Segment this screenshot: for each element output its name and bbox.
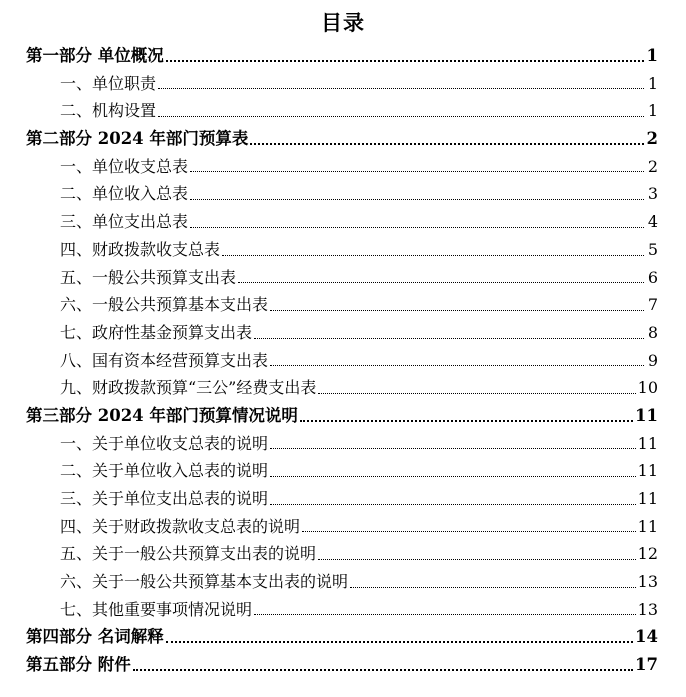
- dot-leader: [250, 142, 644, 145]
- toc-entry-page: 6: [647, 267, 658, 287]
- dot-leader: [254, 613, 636, 615]
- toc-entry-page: 7: [647, 295, 658, 315]
- toc-entry-page: 9: [647, 350, 658, 370]
- toc-entry-page: 12: [637, 544, 658, 564]
- dot-leader: [270, 447, 636, 449]
- toc-entry-page: 11: [637, 433, 658, 453]
- toc-entry-label: 第三部分 2024 年部门预算情况说明: [26, 405, 298, 425]
- toc-entry-label: 一、单位职责: [60, 73, 157, 93]
- toc-entry-label: 三、单位支出总表: [60, 212, 189, 232]
- toc-entry-page: 13: [637, 572, 658, 592]
- dot-leader: [302, 530, 636, 532]
- toc-entry-page: 14: [635, 627, 658, 647]
- dot-leader: [222, 254, 644, 256]
- toc-entry-label: 四、财政拨款收支总表: [60, 239, 221, 259]
- toc-entry-label: 一、单位收支总表: [60, 156, 189, 176]
- dot-leader: [270, 475, 636, 477]
- dot-leader: [270, 503, 636, 505]
- dot-leader: [133, 668, 633, 671]
- toc-entry-label: 一、关于单位收支总表的说明: [60, 433, 269, 453]
- toc-entry-page: 11: [635, 405, 658, 425]
- toc-entry-label: 二、机构设置: [60, 101, 157, 121]
- toc-entry-note-general-budget-basic[interactable]: [0, 568, 686, 596]
- dot-leader: [350, 586, 636, 588]
- toc-entry-part-3[interactable]: [0, 402, 686, 430]
- toc-entry-page: 5: [647, 239, 658, 259]
- toc-entry-other-matters[interactable]: [0, 596, 686, 624]
- toc-entry-part-5[interactable]: [0, 651, 686, 679]
- toc-entry-fiscal-allocation-total[interactable]: [0, 236, 686, 264]
- toc-entry-label: 第五部分 附件: [26, 655, 131, 675]
- toc-entry-unit-duties[interactable]: [0, 70, 686, 98]
- toc-entry-general-budget-basic-expense[interactable]: [0, 291, 686, 319]
- toc-entry-page: 17: [635, 655, 658, 675]
- dot-leader: [300, 419, 633, 422]
- toc-entry-part-2[interactable]: [0, 125, 686, 153]
- toc-entry-expense-total[interactable]: [0, 208, 686, 236]
- toc-entry-general-budget-expense[interactable]: [0, 264, 686, 292]
- dot-leader: [254, 337, 644, 339]
- toc-entry-part-1[interactable]: [0, 42, 686, 70]
- toc-entry-page: 13: [637, 599, 658, 619]
- dot-leader: [318, 392, 635, 394]
- toc-entry-label: 六、一般公共预算基本支出表: [60, 295, 269, 315]
- toc-entry-note-income-expense-total[interactable]: [0, 430, 686, 458]
- dot-leader: [158, 87, 644, 89]
- dot-leader: [270, 364, 644, 366]
- toc-entry-label: 五、一般公共预算支出表: [60, 267, 237, 287]
- dot-leader: [318, 558, 636, 560]
- toc-entry-page: 10: [637, 378, 658, 398]
- dot-leader: [190, 226, 644, 228]
- toc-entry-label: 二、关于单位收入总表的说明: [60, 461, 269, 481]
- toc-entry-note-general-budget-expense[interactable]: [0, 540, 686, 568]
- toc-entry-label: 七、其他重要事项情况说明: [60, 599, 253, 619]
- toc-entry-income-expense-total[interactable]: [0, 153, 686, 181]
- toc-entry-label: 八、国有资本经营预算支出表: [60, 350, 269, 370]
- toc-entry-page: 11: [637, 489, 658, 508]
- toc-title: 目录: [321, 10, 365, 35]
- toc-entry-gov-fund-expense[interactable]: [0, 319, 686, 347]
- toc-entry-note-fiscal-allocation[interactable]: [0, 513, 686, 541]
- toc-entry-part-4[interactable]: [0, 623, 686, 651]
- dot-leader: [166, 59, 644, 62]
- toc-entry-page: 1: [647, 73, 658, 93]
- dot-leader: [190, 198, 644, 200]
- toc-entry-three-public-expense[interactable]: [0, 374, 686, 402]
- toc-entry-income-total[interactable]: [0, 180, 686, 208]
- toc-entry-page: 1: [647, 101, 658, 121]
- toc-entry-label: 四、关于财政拨款收支总表的说明: [60, 516, 301, 536]
- dot-leader: [190, 170, 644, 172]
- toc-entry-note-expense-total[interactable]: [0, 485, 686, 513]
- toc-entry-state-capital-expense[interactable]: [0, 347, 686, 375]
- toc-entry-label: 七、政府性基金预算支出表: [60, 322, 253, 342]
- toc-entry-page: 1: [646, 46, 658, 65]
- toc-entry-page: 11: [637, 461, 658, 481]
- dot-leader: [270, 309, 644, 311]
- toc-entry-org-setup[interactable]: [0, 97, 686, 125]
- toc-entry-label: 九、财政拨款预算“三公”经费支出表: [60, 378, 317, 398]
- toc-entry-page: 8: [647, 322, 658, 342]
- toc-entry-page: 2: [647, 156, 658, 176]
- dot-leader: [158, 115, 644, 117]
- toc-entry-label: 第四部分 名词解释: [26, 627, 164, 647]
- toc-entry-label: 二、单位收入总表: [60, 184, 189, 204]
- toc-entry-label: 六、关于一般公共预算基本支出表的说明: [60, 572, 349, 592]
- toc-entry-page: 11: [637, 516, 658, 536]
- dot-leader: [238, 281, 644, 283]
- toc-entry-label: 第二部分 2024 年部门预算表: [26, 129, 249, 149]
- toc-entry-label: 第一部分 单位概况: [26, 46, 164, 65]
- toc-entry-page: 2: [646, 129, 658, 149]
- toc-list: [0, 42, 686, 679]
- toc-entry-label: 三、关于单位支出总表的说明: [60, 489, 269, 508]
- toc-entry-label: 五、关于一般公共预算支出表的说明: [60, 544, 317, 564]
- toc-entry-note-income-total[interactable]: [0, 457, 686, 485]
- dot-leader: [166, 640, 633, 643]
- toc-entry-page: 4: [647, 212, 658, 232]
- toc-entry-page: 3: [647, 184, 658, 204]
